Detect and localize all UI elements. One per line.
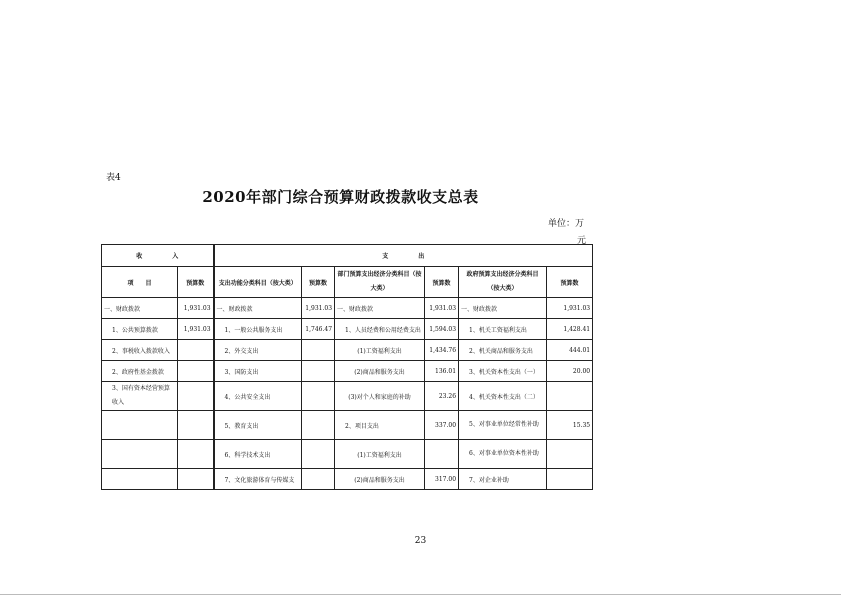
cell-income-item — [102, 440, 178, 469]
header-budget-income: 预算数 — [178, 267, 214, 298]
cell-income-item: 一、财政拨款 — [102, 298, 178, 319]
cell-func-amount — [302, 340, 335, 361]
table-row — [102, 298, 593, 319]
cell-dept-amount: 317.00 — [425, 469, 459, 490]
income-group-header: 收 入 — [102, 245, 214, 267]
cell-dept-amount: 1,931.03 — [425, 298, 459, 319]
cell-dept-item: (1)工资福利支出 — [335, 440, 425, 469]
cell-gov-amount — [547, 440, 593, 469]
cell-func-amount — [302, 469, 335, 490]
group-header-row — [102, 245, 593, 267]
cell-gov-amount: 1,428.41 — [547, 319, 593, 340]
cell-dept-amount: 136.01 — [425, 361, 459, 382]
cell-dept-item: 一、财政拨款 — [335, 298, 425, 319]
cell-dept-item: 2、项目支出 — [335, 411, 425, 440]
header-item: 项 目 — [102, 267, 178, 298]
cell-func-item: 4、公共安全支出 — [214, 382, 302, 411]
cell-dept-amount: 337.00 — [425, 411, 459, 440]
cell-dept-item: (2)商品和服务支出 — [335, 469, 425, 490]
table-label: 表4 — [106, 173, 121, 183]
cell-income-item — [102, 411, 178, 440]
cell-gov-item: 一、财政拨款 — [459, 298, 547, 319]
cell-income-amount: 1,931.03 — [178, 298, 214, 319]
header-budget-dept: 预算数 — [425, 267, 459, 298]
unit-label-cont: 元 — [577, 236, 587, 246]
table-row — [102, 411, 593, 440]
document-title-text: 2020年部门综合预算财政拨款收支总表 — [202, 188, 479, 206]
cell-income-item: 1、公共预算拨款 — [102, 319, 178, 340]
cell-func-item: 2、外交支出 — [214, 340, 302, 361]
cell-dept-item: 1、人员经费和公用经费支出 — [335, 319, 425, 340]
cell-income-amount — [178, 411, 214, 440]
cell-func-item: 3、国防支出 — [214, 361, 302, 382]
cell-func-item: 一、财政拨款 — [214, 298, 302, 319]
cell-dept-amount: 1,434.76 — [425, 340, 459, 361]
cell-gov-item: 4、机关资本性支出（二） — [459, 382, 547, 411]
document-title — [0, 186, 581, 207]
table-row — [102, 469, 593, 490]
unit-label: 单位：万 — [548, 219, 585, 229]
cell-income-amount: 1,931.03 — [178, 319, 214, 340]
cell-func-amount: 1,746.47 — [302, 319, 335, 340]
cell-dept-item: (2)商品和服务支出 — [335, 361, 425, 382]
cell-gov-item: 3、机关资本性支出（一） — [459, 361, 547, 382]
cell-gov-amount: 444.01 — [547, 340, 593, 361]
cell-gov-amount: 1,931.03 — [547, 298, 593, 319]
cell-dept-amount: 1,594.03 — [425, 319, 459, 340]
cell-gov-item: 5、对事业单位经常性补助 — [459, 411, 547, 440]
cell-income-amount — [178, 340, 214, 361]
header-func-class: 支出功能分类科目（按大类） — [214, 267, 302, 298]
cell-gov-item: 2、机关商品和服务支出 — [459, 340, 547, 361]
cell-gov-amount — [547, 469, 593, 490]
cell-func-amount: 1,931.03 — [302, 298, 335, 319]
cell-gov-item: 6、对事业单位资本性补助 — [459, 440, 547, 469]
cell-dept-amount — [425, 440, 459, 469]
header-gov-econ: 政府预算支出经济分类科目（按大类） — [459, 267, 547, 298]
cell-func-item: 5、教育支出 — [214, 411, 302, 440]
cell-income-amount — [178, 382, 214, 411]
cell-func-amount — [302, 411, 335, 440]
table-row — [102, 382, 593, 411]
expense-group-header: 支 出 — [214, 245, 593, 267]
cell-func-amount — [302, 382, 335, 411]
cell-gov-item: 1、机关工资福利支出 — [459, 319, 547, 340]
cell-income-item — [102, 469, 178, 490]
table-row — [102, 361, 593, 382]
cell-income-amount — [178, 469, 214, 490]
header-dept-econ: 部门预算支出经济分类科目（按大类） — [335, 267, 425, 298]
cell-func-item: 7、文化旅游体育与传媒支 — [214, 469, 302, 490]
header-budget-gov: 预算数 — [547, 267, 593, 298]
cell-income-item: 2、政府性基金拨款 — [102, 361, 178, 382]
budget-table — [101, 244, 593, 490]
cell-gov-amount — [547, 382, 593, 411]
cell-income-item: 3、国有资本经营预算收入 — [102, 382, 178, 411]
cell-gov-amount: 20.00 — [547, 361, 593, 382]
table-row — [102, 319, 593, 340]
cell-income-amount — [178, 361, 214, 382]
cell-func-item: 1、一般公共服务支出 — [214, 319, 302, 340]
cell-gov-item: 7、对企业补助 — [459, 469, 547, 490]
page-number: 23 — [414, 536, 427, 546]
header-budget-func: 预算数 — [302, 267, 335, 298]
column-header-row — [102, 267, 593, 298]
cell-func-item: 6、科学技术支出 — [214, 440, 302, 469]
table-row — [102, 340, 593, 361]
cell-dept-item: (1)工资福利支出 — [335, 340, 425, 361]
cell-gov-amount: 15.35 — [547, 411, 593, 440]
cell-income-item: 2、事税收入拨款收入 — [102, 340, 178, 361]
cell-income-amount — [178, 440, 214, 469]
cell-func-amount — [302, 440, 335, 469]
cell-dept-item: (3)对个人和家庭的补助 — [335, 382, 425, 411]
cell-dept-amount: 23.26 — [425, 382, 459, 411]
cell-func-amount — [302, 361, 335, 382]
table-row — [102, 440, 593, 469]
